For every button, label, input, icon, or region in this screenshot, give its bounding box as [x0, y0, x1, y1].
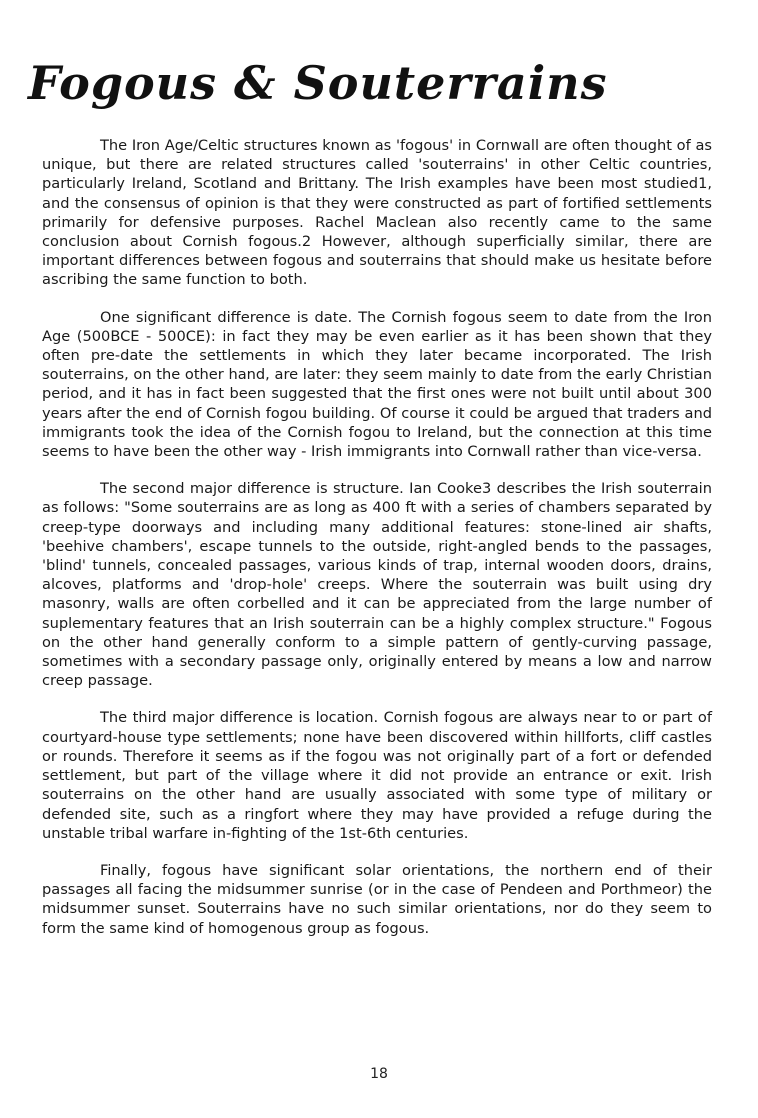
page-number: 18 [370, 1066, 388, 1082]
paragraph-date: One significant difference is date. The Cornish fogous seem to date from the Iron Age (500BCE - 500CE): in fact they may be even earlier as it has been shown that they often pre-date the settlements in which they later became incorporated. The Irish souterrains, on the other hand, are later: they seem mainly to date from the early Christian period, and it has in fact been suggested that the first ones were not built until about 300 years after the end of Cornish fogou building. Of course it could be argued that traders and immigrants took the idea of the Cornish fogou to Ireland, but the connection at this time seems to have been the other way - Irish immigrants into Cornwall rather than vice-versa. [42, 308, 712, 461]
paragraph-intro: The Iron Age/Celtic structures known as 'fogous' in Cornwall are often thought of as unique, but there are related structures called 'souterrains' in other Celtic countries, particularly Ireland, Scotland and Brittany. The Irish examples have been most studied1, and the consensus of opinion is that they were constructed as part of fortified settlements primarily for defensive purposes. Rachel Maclean also recently came to the same conclusion about Cornish fogous.2 However, although superficially similar, there are important differences between fogous and souterrains that should make us hesitate before ascribing the same function to both. [42, 137, 712, 289]
paragraph-location: The third major difference is location. Cornish fogous are always near to or part of courtyard-house type settlements; none have been discovered within hillforts, cliff castles or rounds. Therefore it seems as if the fogou was not originally part of a fort or defended settlement, but part of the village where it did not provide an entrance or exit. Irish souterrains on the other hand are usually associated with some type of military or defended site, such as a ringfort where they may have provided a refuge during the unstable tribal warfare in-fighting of the 1st-6th centuries. [42, 709, 712, 842]
page-title: Fogous & Souterrains [28, 56, 608, 110]
article-body [42, 136, 712, 956]
paragraph-structure: The second major difference is structure. Ian Cooke3 describes the Irish souterrain as follows: "Some souterrains are as long as 400 ft with a series of chambers separated by creep-type doorways and including many additional features: stone-lined air shafts, 'beehive chambers', escape tunnels to the outside, right-angled bends to the passages, 'blind' tunnels, concealed passages, various kinds of trap, internal wooden doors, drains, alcoves, platforms and 'drop-hole' creeps. Where the souterrain was built using dry masonry, walls are often corbelled and it can be appreciated from the large number of suplementary features that an Irish souterrain can be a highly complex structure." Fogous on the other hand generally conform to a simple pattern of gently-curving passage, sometimes with a secondary passage only, originally entered by means a low and narrow creep passage. [42, 480, 712, 690]
paragraph-orientation: Finally, fogous have significant solar orientations, the northern end of their passages all facing the midsummer sunrise (or in the case of Pendeen and Porthmeor) the midsummer sunset. Souterrains have no such similar orientations, nor do they seem to form the same kind of homogenous group as fogous. [42, 861, 712, 937]
